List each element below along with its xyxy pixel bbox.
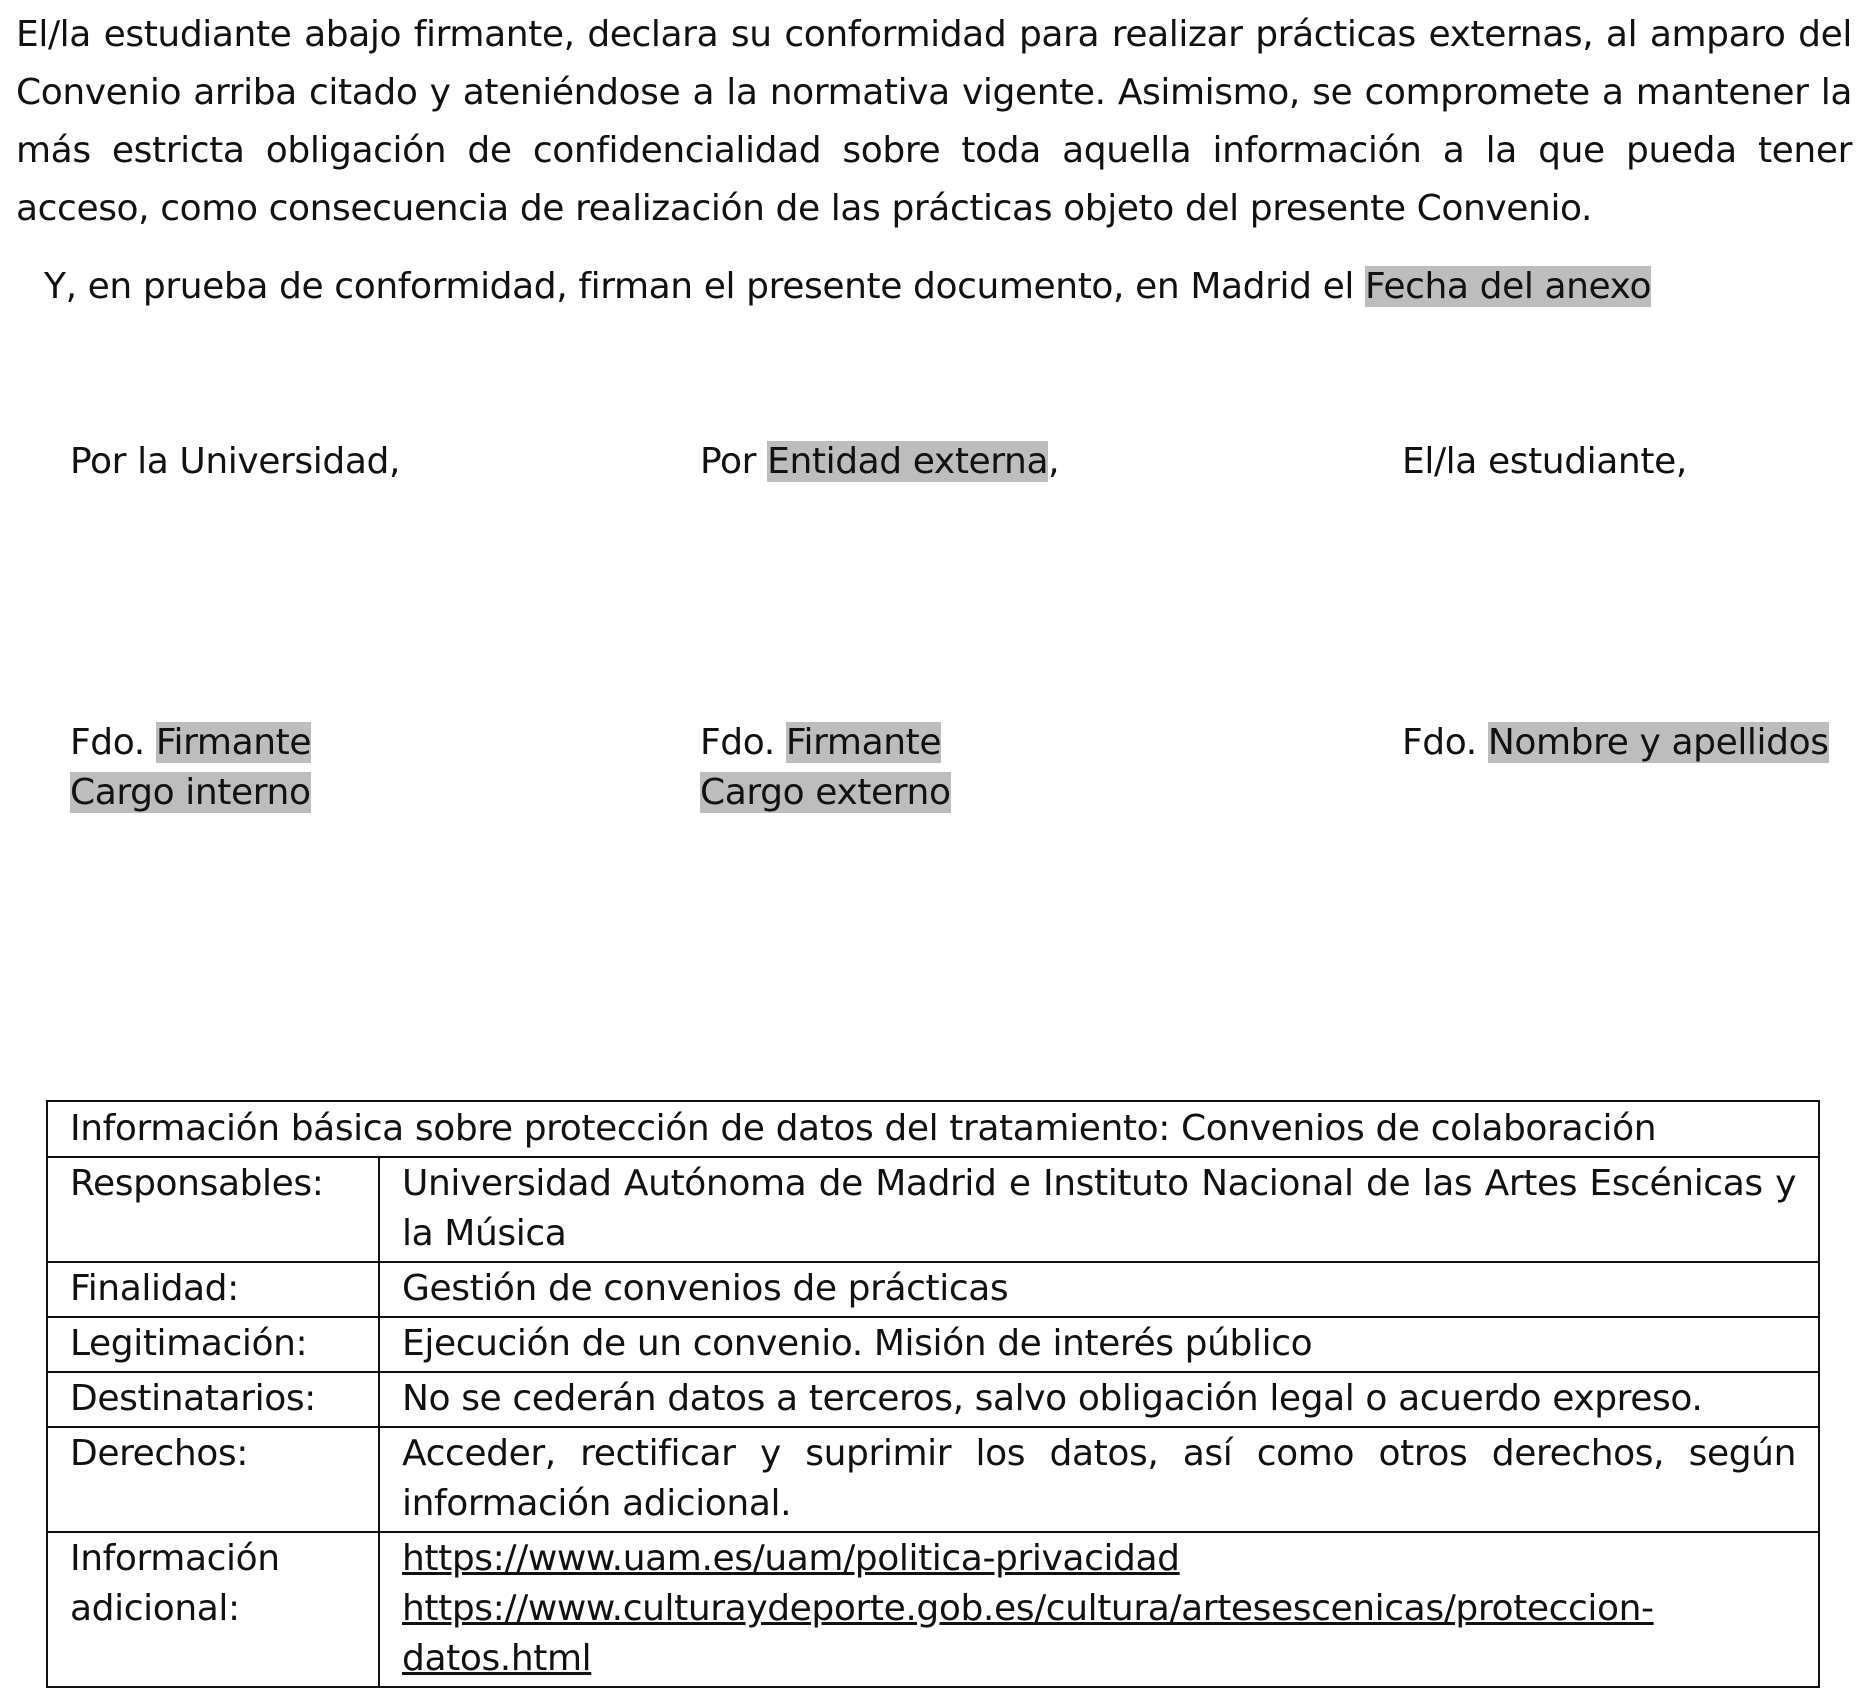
entity-signer-field[interactable]: Firmante: [785, 722, 942, 763]
university-fdo-prefix: Fdo.: [70, 722, 156, 763]
cultura-privacy-link[interactable]: https://www.culturaydeporte.gob.es/cultura/artesescenicas/proteccion-datos.html: [402, 1588, 1654, 1679]
label-line-2: adicional:: [70, 1588, 240, 1629]
table-row: [47, 1372, 1819, 1427]
table-heading: Información básica sobre protección de datos del tratamiento: Convenios de colaboración: [47, 1101, 1819, 1157]
table-row: [47, 1157, 1819, 1262]
entity-title-suffix: ,: [1048, 441, 1060, 482]
row-value-destinatarios: No se cederán datos a terceros, salvo obligación legal o acuerdo expreso.: [379, 1372, 1819, 1427]
row-label-legitimacion: Legitimación:: [47, 1317, 379, 1372]
row-value-legitimacion: Ejecución de un convenio. Misión de interés público: [379, 1317, 1819, 1372]
entity-signature-block: [700, 718, 951, 818]
row-label-destinatarios: Destinatarios:: [47, 1372, 379, 1427]
university-role-field[interactable]: Cargo interno: [70, 772, 311, 813]
closing-line: [44, 262, 1651, 312]
row-value-responsables: Universidad Autónoma de Madrid e Instituto Nacional de las Artes Escénicas y la Música: [379, 1157, 1819, 1262]
uam-privacy-link[interactable]: https://www.uam.es/uam/politica-privacidad: [402, 1538, 1180, 1579]
row-label-finalidad: Finalidad:: [47, 1262, 379, 1317]
university-signer-field[interactable]: Firmante: [155, 722, 312, 763]
row-value-derechos: Acceder, rectificar y suprimir los datos, así como otros derechos, según información adicional.: [379, 1427, 1819, 1532]
row-label-responsables: Responsables:: [47, 1157, 379, 1262]
data-protection-table: [46, 1100, 1820, 1688]
closing-text: Y, en prueba de conformidad, firman el presente documento, en Madrid el: [44, 266, 1366, 307]
entity-title-prefix: Por: [700, 441, 768, 482]
normativa-reference: normativa vigente: [769, 72, 1095, 113]
university-fdo-line: [70, 718, 311, 768]
date-field[interactable]: Fecha del anexo: [1365, 266, 1652, 307]
university-signature-title: Por la Universidad,: [70, 441, 400, 482]
entity-fdo-prefix: Fdo.: [700, 722, 786, 763]
entity-signature-title: [700, 437, 1059, 487]
declaration-text-end: . Asimismo, se compromete a mantener la más estricta obligación de confidencialidad sobre toda aquella información a la que pueda tener acceso, como consecuencia de realización de las prácticas objeto del presente Convenio.: [16, 72, 1853, 229]
student-name-field[interactable]: Nombre y apellidos: [1487, 722, 1829, 763]
table-heading-row: [47, 1101, 1819, 1157]
table-row: [47, 1262, 1819, 1317]
entity-fdo-line: [700, 718, 951, 768]
entity-role-field[interactable]: Cargo externo: [700, 772, 951, 813]
student-signature-block: [1402, 718, 1829, 768]
entity-role-line: [700, 768, 951, 818]
declaration-paragraph: [16, 6, 1852, 238]
label-line-1: Información: [70, 1538, 280, 1579]
table-row: [47, 1317, 1819, 1372]
table-row: [47, 1532, 1819, 1687]
declaration-text-start: El/la estudiante abajo firmante, declara su conformidad para realizar prácticas externas, al amparo del Convenio arriba citado y ateniéndose a la: [16, 14, 1852, 113]
row-label-informacion-adicional: [47, 1532, 379, 1687]
row-value-finalidad: Gestión de convenios de prácticas: [379, 1262, 1819, 1317]
university-role-line: [70, 768, 311, 818]
student-fdo-line: [1402, 718, 1829, 768]
entity-name-field[interactable]: Entidad externa: [767, 441, 1049, 482]
student-fdo-prefix: Fdo.: [1402, 722, 1488, 763]
student-signature-title: El/la estudiante,: [1402, 441, 1687, 482]
university-signature-block: [70, 718, 311, 818]
table-row: [47, 1427, 1819, 1532]
row-value-informacion-adicional: [379, 1532, 1819, 1687]
row-label-derechos: Derechos:: [47, 1427, 379, 1532]
